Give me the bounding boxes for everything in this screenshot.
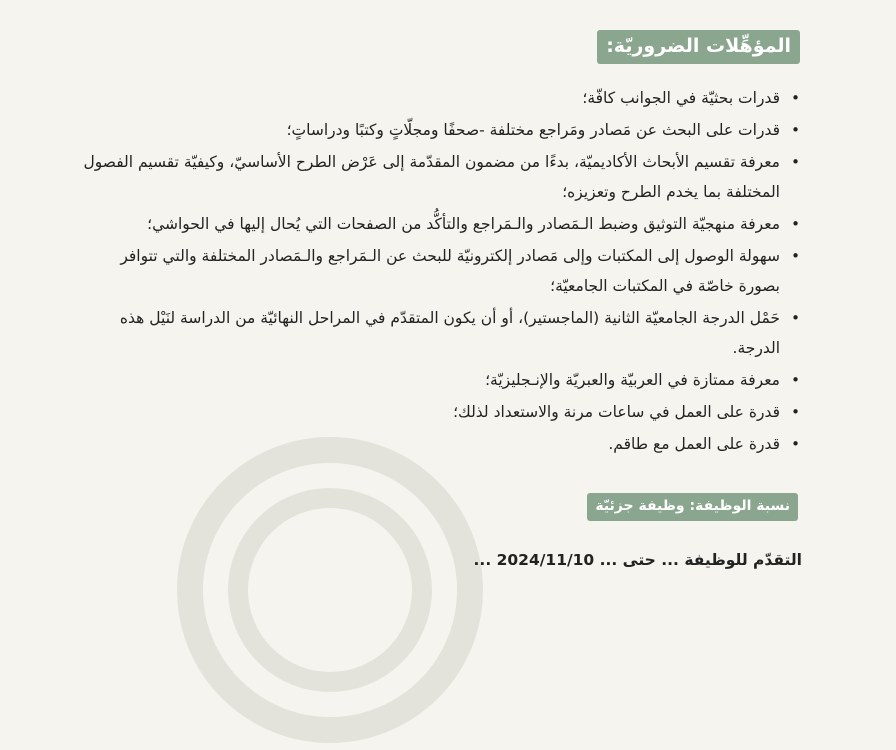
list-item <box>80 209 800 239</box>
list-item <box>80 365 800 395</box>
list-item-text: قدرة على العمل في ساعات مرنة والاستعداد لذلك؛ <box>453 403 780 421</box>
bullet-icon: • <box>791 371 800 389</box>
list-item <box>80 115 800 145</box>
list-item-text: قدرات على البحث عن مَصادر ومَراجع مختلفة -صحفًا ومجلّاتٍ وكتبًا ودراساتٍ؛ <box>286 121 780 139</box>
job-ratio-wrap <box>587 493 798 521</box>
list-item <box>80 303 800 363</box>
circle-watermark-icon <box>170 430 490 750</box>
list-item-text: قدرة على العمل مع طاقم. <box>608 435 780 453</box>
bullet-icon: • <box>791 153 800 171</box>
list-item <box>80 241 800 301</box>
list-item-text: معرفة منهجيّة التوثيق وضبط الـمَصادر والـمَراجع والتأكُّد من الصفحات التي يُحال إليها في الحواشي؛ <box>147 215 780 233</box>
list-item-text: قدرات بحثيّة في الجوانب كافّة؛ <box>582 89 780 107</box>
bullet-icon: • <box>791 435 800 453</box>
list-item-text: معرفة ممتازة في العربيّة والعبريّة والإنـجليزيّة؛ <box>485 371 780 389</box>
list-item-text: سهولة الوصول إلى المكتبات وإلى مَصادر إلكترونيّة للبحث عن الـمَراجع والـمَصادر المختلفة والتي تتوافر بصورة خاصّة في المكتبات الجامعيّة؛ <box>120 247 780 295</box>
list-item-text: حَمْل الدرجة الجامعيّة الثانية (الماجستير)، أو أن يكون المتقدّم في المراحل النهائيّة من الدراسة لنَيْل هذه الدرجة. <box>119 309 780 357</box>
footer-cutoff-text: التقدّم للوظيفة ... حتى ... 2024/11/10 ... <box>473 551 802 569</box>
bullet-icon: • <box>791 121 800 139</box>
list-item <box>80 83 800 113</box>
bullet-icon: • <box>791 89 800 107</box>
qualifications-list <box>80 83 802 461</box>
list-item <box>80 429 800 459</box>
bullet-icon: • <box>791 309 800 327</box>
bullet-icon: • <box>791 215 800 233</box>
job-ratio-badge: نسبة الوظيفة: وظيفة جزئيّة <box>587 493 798 521</box>
list-item-text: معرفة تقسيم الأبحاث الأكاديميّة، بدءًا من مضمون المقدّمة إلى عَرْض الطرح الأساسيّ، وكيفيّة تقسيم الفصول المختلفة بما يخدم الطرح وتعزيزه؛ <box>83 153 780 201</box>
bullet-icon: • <box>791 403 800 421</box>
section-heading: المؤهِّلات الضروريّة: <box>597 30 800 64</box>
list-item <box>80 147 800 207</box>
section-heading-wrap <box>597 30 800 64</box>
list-item <box>80 397 800 427</box>
bullet-icon: • <box>791 247 800 265</box>
